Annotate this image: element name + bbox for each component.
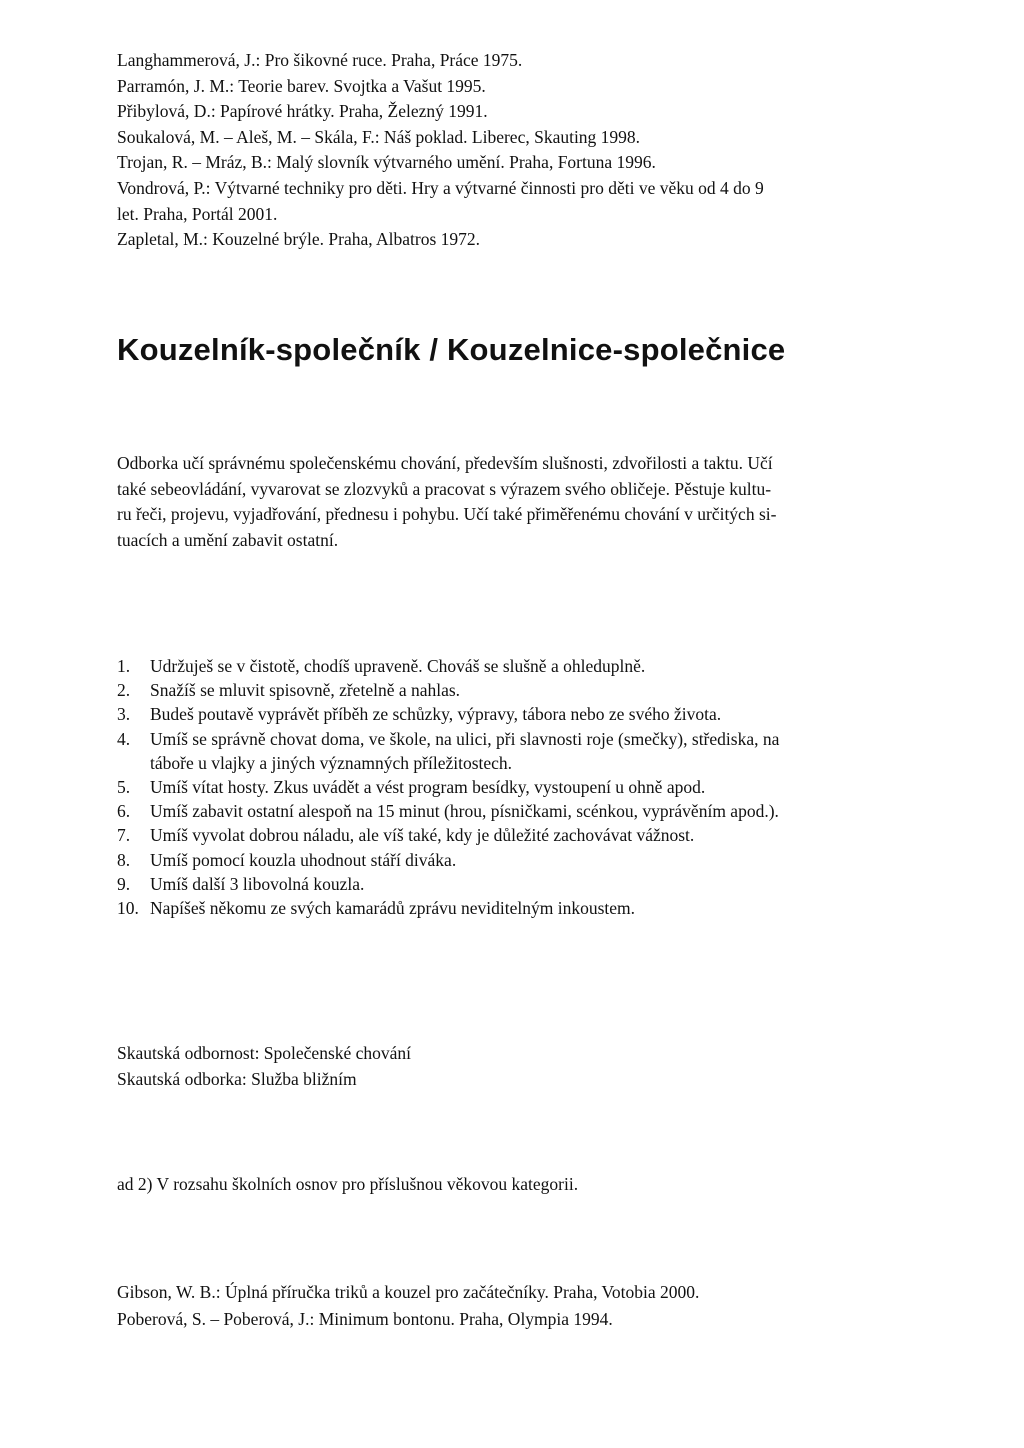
intro-line: Odborka učí správnému společenskému chování, především slušnosti, zdvořilosti a taktu. Učí bbox=[117, 453, 773, 473]
reference-item: Poberová, S. – Poberová, J.: Minimum bontonu. Praha, Olympia 1994. bbox=[117, 1309, 613, 1329]
reference-item: Soukalová, M. – Aleš, M. – Skála, F.: Náš poklad. Liberec, Skauting 1998. bbox=[117, 126, 641, 147]
task-number: 8. bbox=[117, 849, 131, 870]
reference-item: Parramón, J. M.: Teorie barev. Svojtka a Vašut 1995. bbox=[117, 75, 486, 96]
task-text: Umíš zabavit ostatní alespoň na 15 minut (hrou, písničkami, scénkou, vyprávěním apod.). bbox=[150, 801, 779, 822]
task-text-continuation: táboře u vlajky a jiných významných příležitostech. bbox=[150, 752, 513, 773]
reference-item: Přibylová, D.: Papírové hrátky. Praha, Železný 1991. bbox=[117, 101, 488, 122]
skaut-info bbox=[117, 1040, 411, 1092]
intro-line: ru řeči, projevu, vyjadřování, přednesu i pohybu. Učí také přiměřenému chování v určitých si- bbox=[117, 504, 777, 524]
task-item bbox=[117, 823, 962, 847]
intro-paragraph bbox=[117, 451, 962, 553]
task-text: Budeš poutavě vyprávět příběh ze schůzky, výpravy, tábora nebo ze svého života. bbox=[150, 704, 722, 725]
task-text: Snažíš se mluvit spisovně, zřetelně a nahlas. bbox=[150, 680, 461, 701]
skaut-odbornost: Skautská odbornost: Společenské chování bbox=[117, 1043, 412, 1063]
task-item bbox=[117, 872, 962, 896]
task-item bbox=[117, 702, 962, 726]
task-item bbox=[117, 896, 962, 920]
task-item bbox=[117, 848, 962, 872]
task-number: 10. bbox=[117, 898, 139, 919]
task-text: Umíš vyvolat dobrou náladu, ale víš také, kdy je důležité zachovávat vážnost. bbox=[150, 825, 695, 846]
task-text: Umíš se správně chovat doma, ve škole, na ulici, při slavnosti roje (smečky), střediska, na bbox=[150, 728, 780, 749]
intro-line: také sebeovládání, vyvarovat se zlozvyků a pracovat s výrazem svého obličeje. Pěstuje kultu- bbox=[117, 478, 772, 499]
task-text: Napíšeš někomu ze svých kamarádů zprávu neviditelným inkoustem. bbox=[150, 898, 636, 919]
task-item bbox=[117, 799, 962, 823]
footnote: ad 2) V rozsahu školních osnov pro příslušnou věkovou kategorii. bbox=[117, 1174, 579, 1194]
reference-item-continuation: let. Praha, Portál 2001. bbox=[117, 203, 278, 224]
task-number: 6. bbox=[117, 801, 131, 822]
task-text: Umíš další 3 libovolná kouzla. bbox=[150, 873, 365, 894]
section-heading: Kouzelník-společník / Kouzelnice-společnice bbox=[117, 332, 786, 367]
task-list bbox=[117, 654, 962, 920]
intro-line: tuacích a umění zabavit ostatní. bbox=[117, 529, 339, 550]
task-number: 7. bbox=[117, 825, 131, 846]
task-number: 2. bbox=[117, 680, 131, 701]
reference-item: Gibson, W. B.: Úplná příručka triků a kouzel pro začátečníky. Praha, Votobia 2000. bbox=[117, 1282, 700, 1302]
task-number: 9. bbox=[117, 873, 131, 894]
references-bottom bbox=[117, 1279, 699, 1333]
task-text: Umíš vítat hosty. Zkus uvádět a vést program besídky, vystoupení u ohně apod. bbox=[150, 777, 706, 798]
reference-item: Langhammerová, J.: Pro šikovné ruce. Praha, Práce 1975. bbox=[117, 50, 523, 70]
task-number: 1. bbox=[117, 656, 131, 676]
reference-item: Vondrová, P.: Výtvarné techniky pro děti. Hry a výtvarné činnosti pro děti ve věku od 4 do 9 bbox=[117, 177, 764, 198]
task-text: Udržuješ se v čistotě, chodíš upraveně. Chováš se slušně a ohleduplně. bbox=[150, 656, 646, 676]
references-top bbox=[117, 48, 962, 253]
task-number: 5. bbox=[117, 777, 131, 798]
reference-item: Trojan, R. – Mráz, B.: Malý slovník výtvarného umění. Praha, Fortuna 1996. bbox=[117, 152, 656, 173]
skaut-odborka: Skautská odborka: Služba bližním bbox=[117, 1069, 357, 1089]
task-item bbox=[117, 654, 962, 678]
task-number: 3. bbox=[117, 704, 131, 725]
task-number: 4. bbox=[117, 728, 131, 749]
task-item bbox=[117, 775, 962, 799]
task-text: Umíš pomocí kouzla uhodnout stáří diváka. bbox=[150, 849, 457, 870]
task-item bbox=[117, 678, 962, 702]
task-item bbox=[117, 727, 962, 775]
reference-item: Zapletal, M.: Kouzelné brýle. Praha, Albatros 1972. bbox=[117, 229, 481, 250]
